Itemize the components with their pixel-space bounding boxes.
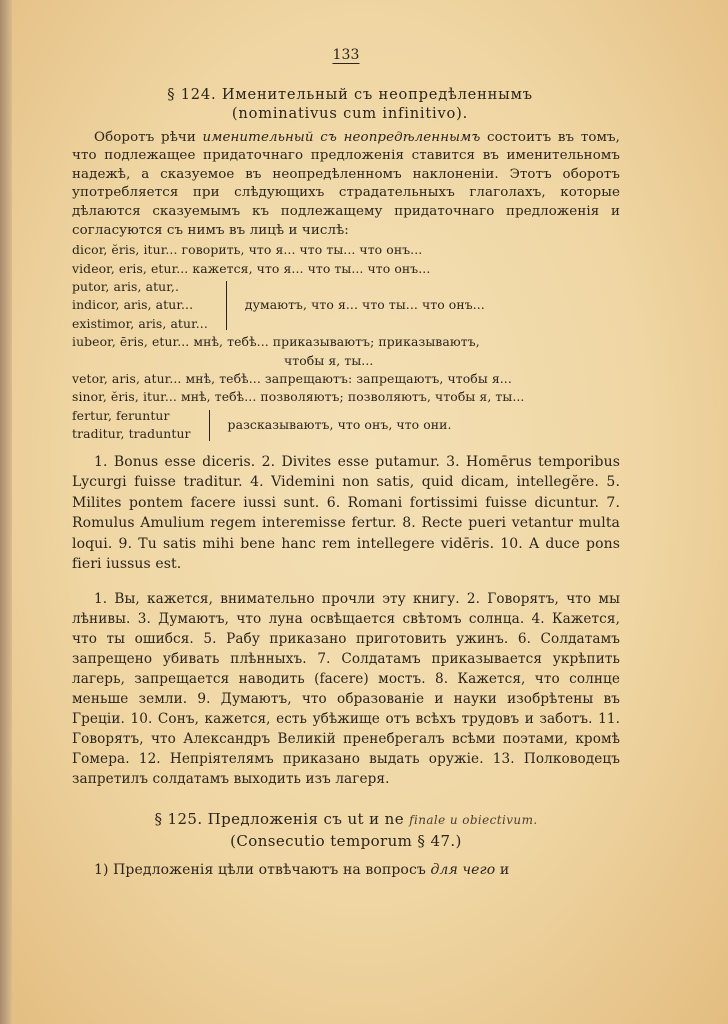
intro-text-start: Оборотъ рѣчи (94, 129, 203, 145)
section-125-title-italic: finale и obiectivum. (409, 812, 538, 827)
verb-latin: dicor, ĕris, itur... (72, 242, 178, 258)
verb-russian: думаютъ, что я... что ты... что онъ... (244, 297, 485, 313)
section-124-heading (80, 85, 620, 123)
verb-russian: мнѣ, тебѣ... приказываютъ; приказываютъ, (193, 334, 480, 350)
verb-row-vetor: vetor, aris, atur... мнѣ, тебѣ... запрещаютъ: запрещаютъ, чтобы я... (72, 371, 512, 386)
section-125-heading (72, 809, 620, 852)
verb-latin: iubeor, ēris, etur... (72, 334, 190, 350)
section-125-subtitle: (Consecutio temporum § 47.) (230, 831, 462, 850)
verb-russian-continuation: чтобы я, ты... (284, 352, 374, 368)
verb-latin: videor, eris, etur... (72, 260, 189, 276)
verb-row-sinor: sinor, ĕris, itur... мнѣ, тебѣ... позволяютъ; позволяютъ, чтобы я, ты... (72, 389, 525, 405)
verb-group-fertur (72, 407, 620, 444)
russian-exercise: 1. Вы, кажется, внимательно прочли эту книгу. 2. Говорятъ, что мы лѣнивы. 3. Думаютъ, что луна освѣщается свѣтомъ солнца. 4. Кажется, что ты ошибся. 5. Рабу приказано приготовить ужинъ. 6. Солдатамъ запрещено убивать плѣнныхъ. 7. Солдатамъ приказывается укрѣпить лагерь, запрещается наводить (facere) мостъ. 8. Кажется, что солнце меньше земли. 9. Думаютъ, что образованіе и науки изобрѣтены въ Греціи. 10. Сонъ, кажется, есть убѣжище отъ всѣхъ трудовъ и заботъ. 11. Говорятъ, что Александръ Великій пренебрегалъ всѣми поэтами, кромѣ Гомера. 12. Непріятелямъ приказано выдать оружіе. 13. Полководецъ запретилъ солдатамъ выходить изъ лагеря. (72, 590, 620, 787)
latin-exercise: 1. Bonus esse diceris. 2. Divites esse putamur. 3. Homērus temporibus Lycurgi fuisse traditur. 4. Videmini non satis, quid dicam, intellegĕre. 5. Milites pontem facere iussi sunt. 6. Romani fortissimi fuisse dicuntur. 7. Romulus Amulium regem interemisse fertur. 8. Recte pueri vetantur multa loqui. 9. Tu satis mihi bene hanc rem intellegere vidēris. 10. A duce pons fieri iussus est. (72, 453, 620, 573)
first-line-text: 1) Предложенія цѣли отвѣчаютъ на вопросъ (94, 861, 431, 878)
brace (226, 281, 237, 330)
verb-group-putor (72, 278, 620, 333)
verb-latin: putor, aris, atur,. (72, 278, 179, 294)
intro-italic-term: именительный съ неопредѣленнымъ (202, 129, 481, 145)
section-125-first-line (72, 860, 620, 880)
page-number: 133 (332, 47, 360, 63)
first-line-end: и (495, 861, 510, 878)
verb-latin: traditur, traduntur (72, 426, 191, 442)
section-125-title: § 125. Предложенія съ ut и ne (154, 809, 410, 828)
verb-latin: indicor, aris, atur... (72, 297, 194, 313)
section-124-title: § 124. Именительный съ неопредѣленнымъ (167, 85, 533, 103)
section-124-intro (72, 129, 620, 241)
verb-row-dicor (72, 241, 620, 259)
page-spine-shadow (0, 0, 12, 1024)
verb-latin: existimor, aris, atur... (72, 315, 208, 331)
verb-table (72, 241, 620, 443)
page-content (72, 46, 620, 894)
brace (209, 410, 220, 441)
section-124-subtitle: (nominativus cum infinitivo). (231, 104, 469, 122)
verb-russian: разсказываютъ, что онъ, что они. (227, 417, 452, 433)
verb-latin: fertur, feruntur (72, 407, 170, 423)
first-line-italic: для чего (430, 861, 496, 878)
verb-row-videor (72, 260, 620, 278)
intro-text-rest: состоитъ въ томъ, что подлежащее придаточнаго предложенія ставится въ именительномъ надежѣ, а сказуемое въ неопредѣленномъ наклоненіи. Этотъ оборотъ употребляется при слѣдующихъ страдательныхъ глаголахъ, которые дѣлаются сказуемымъ къ подлежащему придаточнаго предложенія и согласуются съ нимъ въ лицѣ и числѣ: (72, 129, 620, 238)
verb-russian: кажется, что я... что ты... что онъ... (192, 260, 431, 276)
verb-russian: говорить, что я... что ты... что онъ... (181, 242, 423, 258)
verb-row-iubeor (72, 333, 620, 351)
